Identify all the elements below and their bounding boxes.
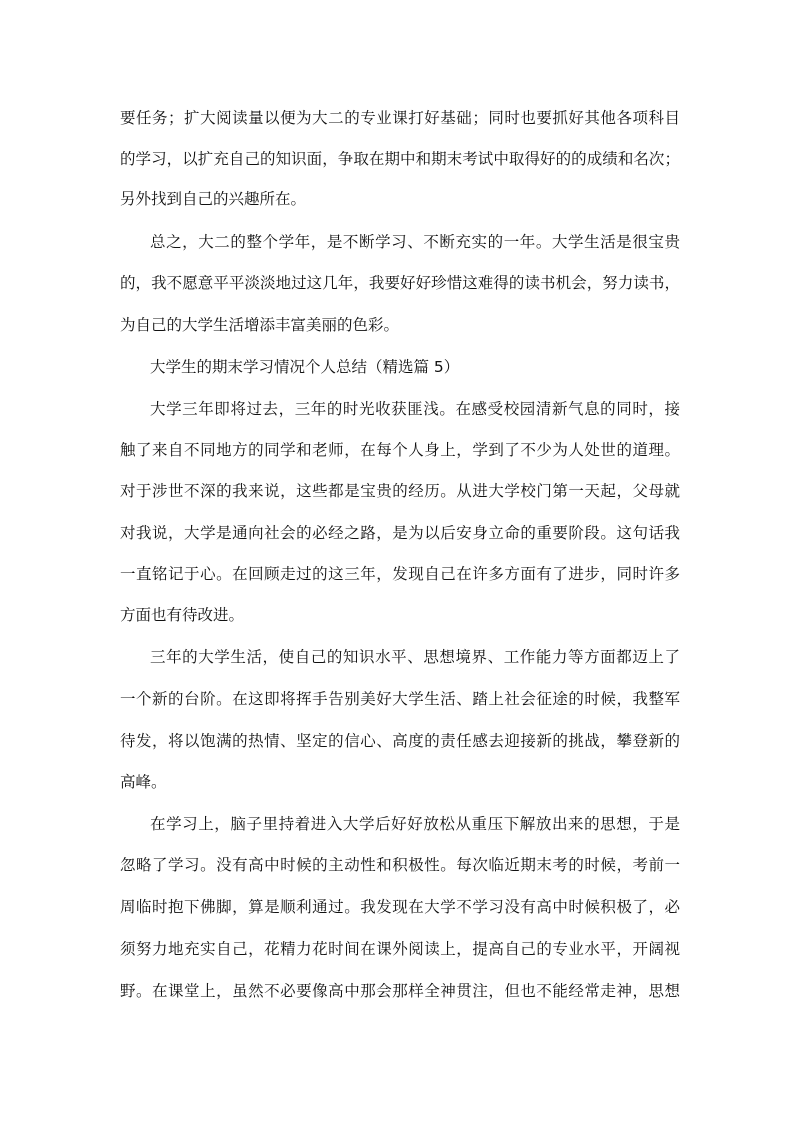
text-line-2: 的学习，以扩充自己的知识面，争取在期中和期末考试中取得好的的成绩和名次； <box>120 150 680 168</box>
section-heading: 大学生的期末学习情况个人总结（精选篇 5） <box>150 358 460 376</box>
text-line-11: 对我说，大学是通向社会的必经之路，是为以后安身立命的重要阶段。这句话我 <box>120 524 680 542</box>
text-line-20: 周临时抱下佛脚，算是顺利通过。我发现在大学不学习没有高中时候积极了，必 <box>120 898 680 916</box>
text-line-18: 在学习上，脑子里持着进入大学后好好放松从重压下解放出来的思想，于是 <box>150 815 680 833</box>
text-line-4: 总之，大二的整个学年，是不断学习、不断充实的一年。大学生活是很宝贵 <box>150 233 680 251</box>
text-line-9: 触了来自不同地方的同学和老师，在每个人身上，学到了不少为人处世的道理。 <box>120 441 680 459</box>
text-line-1: 要任务；扩大阅读量以便为大二的专业课打好基础；同时也要抓好其他各项科目 <box>120 109 680 127</box>
text-line-5: 的，我不愿意平平淡淡地过这几年，我要好好珍惜这难得的读书机会，努力读书， <box>120 274 680 292</box>
text-line-15: 一个新的台阶。在这即将挥手告别美好大学生活、踏上社会征途的时候，我整军 <box>120 690 680 708</box>
text-line-22: 野。在课堂上，虽然不必要像高中那会那样全神贯注，但也不能经常走神，思想 <box>120 982 680 1000</box>
text-line-10: 对于涉世不深的我来说，这些都是宝贵的经历。从进大学校门第一天起，父母就 <box>120 482 680 500</box>
text-line-6: 为自己的大学生活增添丰富美丽的色彩。 <box>120 316 400 334</box>
text-line-21: 须努力地充实自己，花精力花时间在课外阅读上，提高自己的专业水平，开阔视 <box>120 940 680 958</box>
text-line-16: 待发，将以饱满的热情、坚定的信心、高度的责任感去迎接新的挑战，攀登新的 <box>120 732 680 750</box>
text-line-19: 忽略了学习。没有高中时候的主动性和积极性。每次临近期末考的时候，考前一 <box>120 856 680 874</box>
text-line-17: 高峰。 <box>120 773 167 791</box>
text-line-8: 大学三年即将过去，三年的时光收获匪浅。在感受校园清新气息的同时，接 <box>150 400 680 418</box>
text-line-13: 方面也有待改进。 <box>120 606 245 624</box>
text-line-14: 三年的大学生活，使自己的知识水平、思想境界、工作能力等方面都迈上了 <box>150 648 680 666</box>
text-line-12: 一直铭记于心。在回顾走过的这三年，发现自己在许多方面有了进步，同时许多 <box>120 565 680 583</box>
text-line-3: 另外找到自己的兴趣所在。 <box>120 190 307 208</box>
